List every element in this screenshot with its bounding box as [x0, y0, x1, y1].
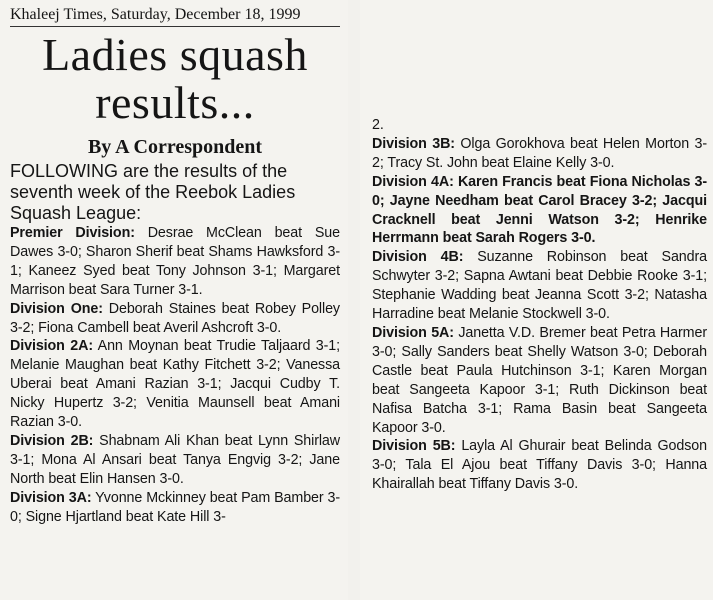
headline-line-2: results...: [95, 77, 255, 128]
result-paragraph-division-2a: [10, 337, 340, 432]
dateline: Khaleej Times, Saturday, December 18, 1999: [10, 6, 340, 27]
result-paragraph-division-one: [10, 300, 340, 338]
result-text: Janetta V.D. Bremer beat Petra Harmer 3-0; Sally Sanders beat Shelly Watson 3-0; Deborah Castle beat Paula Hutchinson 3-1; Karen Morgan beat Sangeeta Kapoor 3-1; Ruth Dickinson beat Nafisa Batcha 3-1; Rama Basin beat Sangeeta Kapoor 3-0.: [372, 324, 707, 436]
headline-line-1: Ladies squash: [42, 29, 308, 80]
headline: [10, 31, 340, 127]
intro-paragraph: FOLLOWING are the results of the seventh week of the Reebok Ladies Squash League:: [10, 161, 296, 223]
division-label: Division 4B:: [372, 249, 464, 266]
result-paragraph-division-5b: [372, 437, 707, 494]
result-paragraph-division-5a: [372, 324, 707, 437]
division-label: Division 5A:: [372, 324, 454, 341]
result-paragraph-division-2b: [10, 432, 340, 489]
result-text: Desrae McClean beat Sue Dawes 3-0; Sharon Sherif beat Shams Hawksford 3-1; Kaneez Syed beat Tony Johnson 3-1; Margaret Marrison beat Sara Turner 3-1.: [10, 225, 340, 298]
result-paragraph-division-3b: [372, 135, 707, 173]
continuation-text: 2.: [372, 117, 384, 133]
division-label: Premier Division:: [10, 225, 135, 241]
left-column: [0, 0, 348, 600]
division-label: Division 4A:: [372, 173, 454, 190]
result-text: Deborah Staines beat Robey Polley 3-2; Fiona Cambell beat Averil Ashcroft 3-0.: [10, 300, 340, 336]
result-paragraph-premier: [10, 224, 340, 300]
result-text: Suzanne Robinson beat Sandra Schwyter 3-2; Sapna Awtani beat Debbie Rooke 3-1; Stephanie Wadding beat Jeanna Scott 3-2; Natasha Harradine beat Melanie Stockwell 3-0.: [372, 249, 708, 323]
division-label: Division 2A:: [10, 338, 93, 355]
division-label: Division 5B:: [372, 438, 456, 455]
result-paragraph-division-3a: [10, 489, 340, 527]
byline: By A Correspondent: [87, 136, 263, 158]
division-label: Division One:: [10, 300, 103, 317]
result-text: Olga Gorokhova beat Helen Morton 3-2; Tracy St. John beat Elaine Kelly 3-0.: [372, 135, 707, 171]
result-text: Shabnam Ali Khan beat Lynn Shirlaw 3-1; Mona Al Ansari beat Tanya Engvig 3-2; Jane North beat Elin Hansen 3-0.: [10, 432, 341, 487]
division-label: Division 2B:: [10, 432, 94, 449]
result-paragraph-division-4a: [372, 173, 707, 249]
result-text: Karen Francis beat Fiona Nicholas 3-0; Jayne Needham beat Carol Bracey 3-2; Jacqui Cracknell beat Jenni Watson 3-2; Henrike Herrmann beat Sarah Rogers 3-0.: [372, 173, 707, 247]
right-column: [360, 0, 713, 600]
result-text: Layla Al Ghurair beat Belinda Godson 3-0; Tala El Ajou beat Tiffany Davis 3-0; Hanna Khairallah beat Tiffany Davis 3-0.: [372, 438, 707, 493]
result-text: Yvonne Mckinney beat Pam Bamber 3-0; Signe Hjartland beat Kate Hill 3-: [10, 489, 341, 525]
division-label: Division 3B:: [372, 135, 455, 152]
result-text: Ann Moynan beat Trudie Taljaard 3-1; Melanie Maughan beat Kathy Fitchett 3-2; Vanessa Uberai beat Amani Razian 3-1; Jacqui Cudby T. Nicky Hupertz 3-2; Venitia Maunsell beat Amani Razian 3-0.: [10, 338, 340, 431]
result-paragraph-division-4b: [372, 248, 707, 324]
division-label: Division 3A:: [10, 489, 92, 506]
